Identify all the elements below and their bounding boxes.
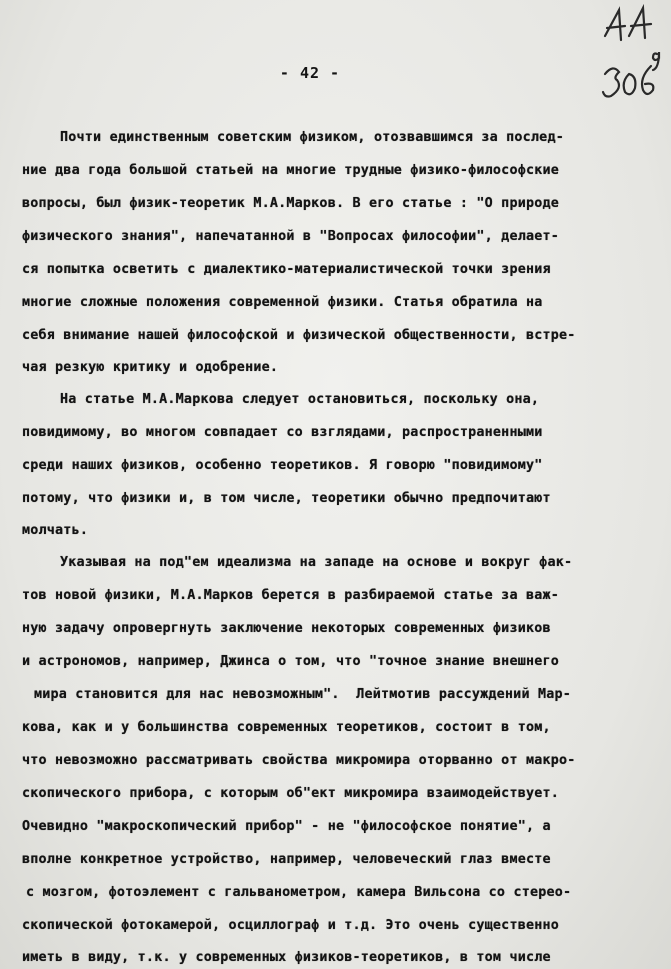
text-line: иметь в виду, т.к. у современных физиков-теоретиков, в том числе bbox=[22, 950, 551, 965]
text-line: Очевидно "макроскопический прибор" - не "философское понятие", а bbox=[22, 819, 551, 834]
text-line: с мозгом, фотоэлемент с гальванометром, камера Вильсона со стерео- bbox=[26, 885, 572, 900]
text-line: скопической фотокамерой, осциллограф и т.д. Это очень существенно bbox=[22, 918, 560, 933]
handwritten-archive-number bbox=[599, 2, 663, 102]
text-line: потому, что физики и, в том числе, теоретики обычно предпочитают bbox=[22, 491, 551, 506]
text-line: себя внимание нашей философской и физической общественности, встре- bbox=[22, 328, 576, 343]
text-line: вопросы, был физик-теоретик М.А.Марков. В его статье : "О природе bbox=[22, 196, 560, 211]
text-line: тов новой физики, М.А.Марков берется в разбираемой статье за важ- bbox=[22, 588, 560, 603]
text-line: На статье М.А.Маркова следует остановиться, поскольку она, bbox=[60, 392, 540, 407]
text-line: ние два года большой статьей на многие трудные физико-философские bbox=[22, 163, 560, 178]
page-number: - 42 - bbox=[279, 64, 341, 82]
archive-number-mark bbox=[599, 2, 663, 102]
text-line: многие сложные положения современной физики. Статья обратила на bbox=[22, 295, 543, 310]
text-line: ную задачу опровергнуть заключение некоторых современных физиков bbox=[22, 621, 551, 636]
text-line: вполне конкретное устройство, например, человеческий глаз вместе bbox=[22, 852, 551, 867]
text-line: ся попытка осветить с диалектико-материалистической точки зрения bbox=[22, 262, 551, 277]
text-line: что невозможно рассматривать свойства микромира оторванно от макро- bbox=[22, 753, 576, 768]
text-line: молчать. bbox=[22, 523, 89, 538]
text-line: скопического прибора, с которым об"ект микромира взаимодействует. bbox=[22, 786, 560, 801]
text-line: мира становится для нас невозможным". Лейтмотив рассуждений Мар- bbox=[34, 687, 572, 702]
text-line: чая резкую критику и одобрение. bbox=[22, 360, 279, 375]
text-line: Указывая на под"ем идеализма на западе на основе и вокруг фак- bbox=[60, 555, 573, 570]
text-line: кова, как и у большинства современных теоретиков, состоит в том, bbox=[22, 720, 551, 735]
text-line: Почти единственным советским физиком, отозвавшимся за послед- bbox=[60, 130, 564, 145]
text-line: физического знания", напечатанной в "Вопросах философии", делает- bbox=[22, 229, 560, 244]
text-line: повидимому, во многом совпадает со взглядами, распространенными bbox=[22, 425, 543, 440]
text-line: среди наших физиков, особенно теоретиков. Я говорю "повидимому" bbox=[22, 458, 543, 473]
text-line: и астрономов, например, Джинса о том, что "точное знание внешнего bbox=[22, 654, 560, 669]
